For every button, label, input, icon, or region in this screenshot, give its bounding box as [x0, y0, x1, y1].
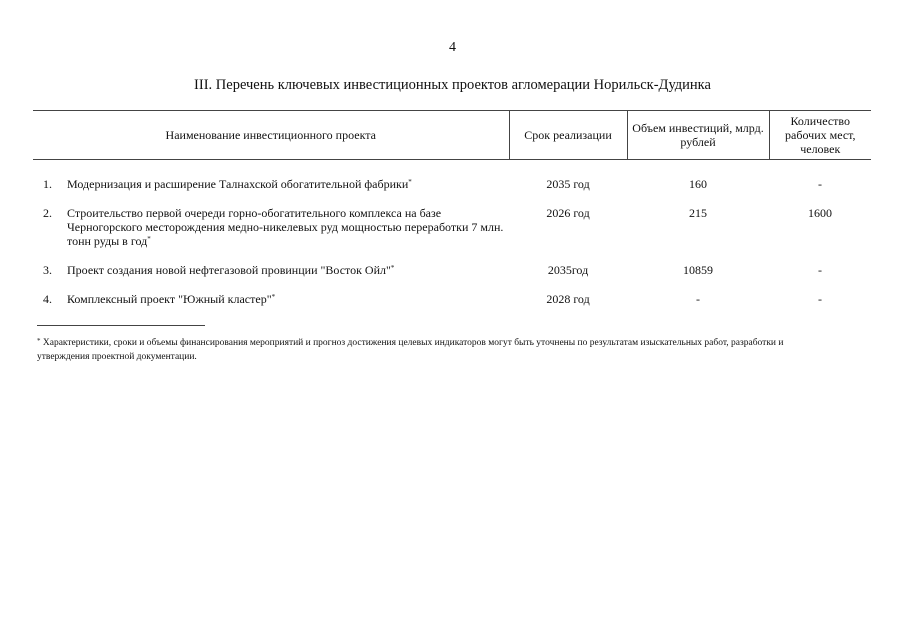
row-investment: 215 [689, 206, 708, 220]
page-title: III. Перечень ключевых инвестиционных проектов агломерации Норильск-Дудинка [194, 77, 711, 93]
row-jobs: - [818, 292, 823, 306]
row-project-name: Комплексный проект "Южный кластер"* [67, 292, 276, 306]
footnote [37, 336, 837, 364]
row-number: 3. [43, 263, 52, 277]
table-row [33, 263, 871, 292]
projects-table [33, 110, 871, 321]
row-term: 2035 год [546, 177, 590, 191]
page-number: 4 [449, 40, 456, 55]
row-number: 4. [43, 292, 52, 306]
header-jobs: Количество рабочих мест, человек [769, 111, 871, 160]
row-number: 1. [43, 177, 52, 191]
row-jobs: 1600 [808, 206, 833, 220]
header-term: Срок реализации [509, 111, 627, 160]
footnote-text: Характеристики, сроки и объемы финансирования мероприятий и прогноз достижения целевых индикаторов могут быть уточнены по результатам изыскательных работ, разработки и утверждения проектной документации. [37, 338, 784, 362]
table-row [33, 292, 871, 321]
row-jobs: - [818, 263, 823, 277]
row-term: 2026 год [546, 206, 590, 220]
footnote-mark: * [390, 264, 395, 272]
row-investment: - [696, 292, 701, 306]
footnote-mark: * [37, 337, 41, 345]
footnote-divider [37, 325, 205, 326]
footnote-mark: * [271, 293, 276, 301]
header-name: Наименование инвестиционного проекта [33, 111, 509, 160]
row-investment: 160 [689, 177, 708, 191]
row-term: 2035год [547, 263, 589, 277]
row-project-name: Модернизация и расширение Талнахской обогатительной фабрики* [67, 177, 412, 191]
row-investment: 10859 [683, 263, 714, 277]
table-row [33, 160, 871, 207]
table-row [33, 206, 871, 263]
row-jobs: - [818, 177, 823, 191]
row-term: 2028 год [546, 292, 590, 306]
header-investment: Объем инвестиций, млрд. рублей [627, 111, 769, 160]
row-project-name: Проект создания новой нефтегазовой провинции "Восток Ойл"* [67, 263, 395, 277]
footnote-mark: * [408, 178, 412, 186]
row-number: 2. [43, 206, 52, 220]
row-project-name: Строительство первой очереди горно-обогатительного комплекса на базе Черногорского месторождения медно-никелевых руд мощностью переработки 7 млн. тонн руды в год* [67, 206, 504, 248]
table-header-row [33, 111, 871, 160]
footnote-mark: * [147, 235, 151, 243]
